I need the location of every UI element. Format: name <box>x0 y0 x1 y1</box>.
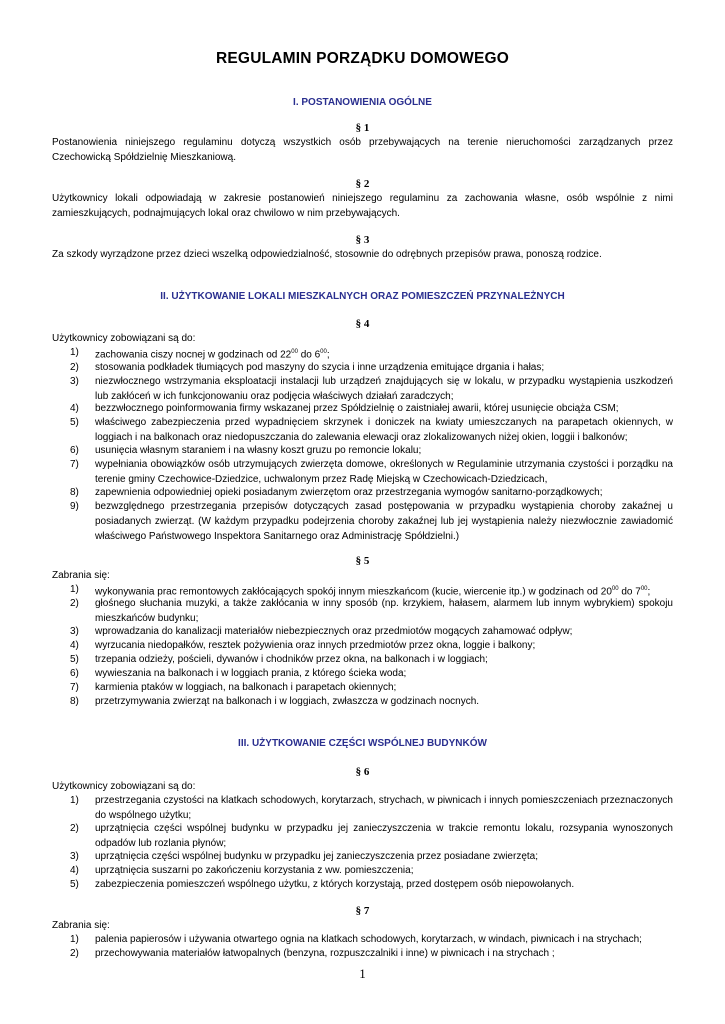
paragraph-4-intro: Użytkownicy zobowiązani są do: <box>52 333 196 344</box>
list-number: 5) <box>70 879 79 890</box>
list-text: wyrzucania niedopałków, resztek pożywienia oraz innych przedmiotów przez okna, loggie i balkony; <box>95 640 536 651</box>
list-text: przestrzegania czystości na klatkach schodowych, korytarzach, strychach, w piwnicach i innych pomieszczeniach przeznaczonych do wspólnego użytku; <box>95 795 673 821</box>
paragraph-3-heading: § 3 <box>355 234 370 246</box>
list-number: 3) <box>70 376 79 387</box>
paragraph-6-intro: Użytkownicy zobowiązani są do: <box>52 781 196 792</box>
list-number: 2) <box>70 823 79 834</box>
list-number: 2) <box>70 598 79 609</box>
section-heading-2: II. UŻYTKOWANIE LOKALI MIESZKALNYCH ORAZ POMIESZCZEŃ PRZYNALEŻNYCH <box>160 291 565 302</box>
list-text: bezwzględnego przestrzegania przepisów dotyczących zasad postępowania w przypadku wystąpienia choroby zakaźnej u posiadanych zwierząt. (W każdym przypadku podejrzenia choroby zakaźnej lub jej wystąpienia należy niezwłocznie zawiadomić właściwego Państwowego Inspektora Sanitarnego oraz Administrację Spółdzielni.) <box>95 501 673 542</box>
list-number: 5) <box>70 417 79 428</box>
list-text: wypełniania obowiązków osób utrzymujących zwierzęta domowe, określonych w Regulaminie utrzymania czystości i porządku na terenie gminy Czechowice-Dziedzice, uchwalonym przez Radę Miejską w Czechowicach-Dziedzicach, <box>95 459 673 485</box>
list-number: 5) <box>70 654 79 665</box>
list-text: zachowania ciszy nocnej w godzinach od $22^{00}$ do $6^{00}$; <box>95 349 330 361</box>
list-number: 1) <box>70 934 79 945</box>
list-text: uprzątnięcia suszarni po zakończeniu korzystania z ww. pomieszczenia; <box>95 865 414 876</box>
list-number: 4) <box>70 865 79 876</box>
list-number: 2) <box>70 948 79 959</box>
list-text: karmienia ptaków w loggiach, na balkonach i parapetach okiennych; <box>95 682 397 693</box>
list-number: 2) <box>70 362 79 373</box>
list-text: bezzwłocznego poinformowania firmy wskazanej przez Spółdzielnię o zaistniałej awarii, której usunięcie obciąża CSM; <box>95 403 619 414</box>
list-text: wywieszania na balkonach i w loggiach prania, z którego ścieka woda; <box>95 668 407 679</box>
paragraph-7-intro: Zabrania się: <box>52 920 110 931</box>
list-number: 4) <box>70 403 79 414</box>
list-number: 7) <box>70 459 79 470</box>
list-text: palenia papierosów i używania otwartego ognia na klatkach schodowych, korytarzach, w windach, piwnicach i na strychach; <box>95 934 642 945</box>
paragraph-2-text: Użytkownicy lokali odpowiadają w zakresie postanowień niniejszego regulaminu za zachowania własne, osób wspólnie z nimi zamieszkujących, podnajmujących lokal oraz chwilowo w nim przebywających. <box>52 193 673 219</box>
list-text: przechowywania materiałów łatwopalnych (benzyna, rozpuszczalniki i inne) w piwnicach i na strychach ; <box>95 948 555 959</box>
list-text: uprzątnięcia części wspólnej budynku w przypadku jej zanieczyszczenia w trakcie remontu lokalu, rozsypania wynoszonych odpadów lub rozlania płynów; <box>95 823 673 849</box>
list-number: 7) <box>70 682 79 693</box>
list-number: 8) <box>70 696 79 707</box>
list-text: przetrzymywania zwierząt na balkonach i w loggiach, zwłaszcza w godzinach nocnych. <box>95 696 480 707</box>
list-number: 6) <box>70 668 79 679</box>
list-number: 1) <box>70 584 79 595</box>
paragraph-5-heading: § 5 <box>355 555 370 567</box>
list-text: właściwego zabezpieczenia przed wypadnięciem skrzynek i doniczek na kwiaty umieszczanych na parapetach okiennych, w loggiach i na balkonach oraz niedopuszczania do zalewania elewacji oraz zlokalizowanych niżej okien, loggii i balkonów; <box>95 417 673 443</box>
paragraph-6-heading: § 6 <box>355 766 370 778</box>
list-text: stosowania podkładek tłumiących pod maszyny do szycia i inne urządzenia emitujące drgania i hałas; <box>95 362 545 373</box>
list-number: 1) <box>70 795 79 806</box>
list-text: niezwłocznego wstrzymania eksploatacji instalacji lub urządzeń znajdujących się w lokalu, w przypadku wystąpienia uszkodzeń lub zakłóceń w ich funkcjonowaniu oraz podjęcia właściwych działań zaradczych; <box>95 376 673 402</box>
paragraph-7-heading: § 7 <box>355 905 370 917</box>
list-text: wprowadzania do kanalizacji materiałów niebezpiecznych oraz przedmiotów mogących zahamować odpływ; <box>95 626 573 637</box>
paragraph-1-text: Postanowienia niniejszego regulaminu dotyczą wszystkich osób przebywających na terenie nieruchomości zarządzanych przez Czechowicką Spółdzielnię Mieszkaniową. <box>52 137 673 163</box>
list-number: 1) <box>70 347 79 358</box>
section-heading-3: III. UŻYTKOWANIE CZĘŚCI WSPÓLNEJ BUDYNKÓW <box>238 738 487 749</box>
list-number: 4) <box>70 640 79 651</box>
paragraph-2-heading: § 2 <box>355 178 370 190</box>
section-heading-1: I. POSTANOWIENIA OGÓLNE <box>293 97 432 108</box>
list-text: usunięcia własnym staraniem i na własny koszt gruzu po remoncie lokalu; <box>95 445 422 456</box>
list-number: 3) <box>70 626 79 637</box>
list-text: wykonywania prac remontowych zakłócających spokój innym mieszkańcom (kucie, wiercenie itp.) w godzinach od $20^{00}$ do $7^{00}$; <box>95 586 651 598</box>
document-title: REGULAMIN PORZĄDKU DOMOWEGO <box>216 50 509 67</box>
list-text: uprzątnięcia części wspólnej budynku w przypadku jej zanieczyszczenia przez posiadane zwierzęta; <box>95 851 539 862</box>
paragraph-3-text: Za szkody wyrządzone przez dzieci wszelką odpowiedzialność, stosownie do odrębnych przepisów prawa, ponoszą rodzice. <box>52 249 602 260</box>
paragraph-4-heading: § 4 <box>355 318 370 330</box>
page-number: 1 <box>359 966 366 981</box>
list-number: 6) <box>70 445 79 456</box>
list-number: 3) <box>70 851 79 862</box>
list-text: zabezpieczenia pomieszczeń wspólnego użytku, z których korzystają, przed dostępem osób niepowołanych. <box>95 879 575 890</box>
list-text: głośnego słuchania muzyki, a także zakłócania w inny sposób (np. krzykiem, hałasem, alarmem lub innym wybrykiem) spokoju mieszkańców budynku; <box>95 598 673 624</box>
paragraph-5-intro: Zabrania się: <box>52 570 110 581</box>
list-number: 9) <box>70 501 79 512</box>
list-text: trzepania odzieży, pościeli, dywanów i chodników przez okna, na balkonach i w loggiach; <box>95 654 488 665</box>
list-text: zapewnienia odpowiedniej opieki posiadanym zwierzętom oraz przestrzegania wymogów sanitarno-porządkowych; <box>95 487 603 498</box>
paragraph-1-heading: § 1 <box>355 122 370 134</box>
list-number: 8) <box>70 487 79 498</box>
